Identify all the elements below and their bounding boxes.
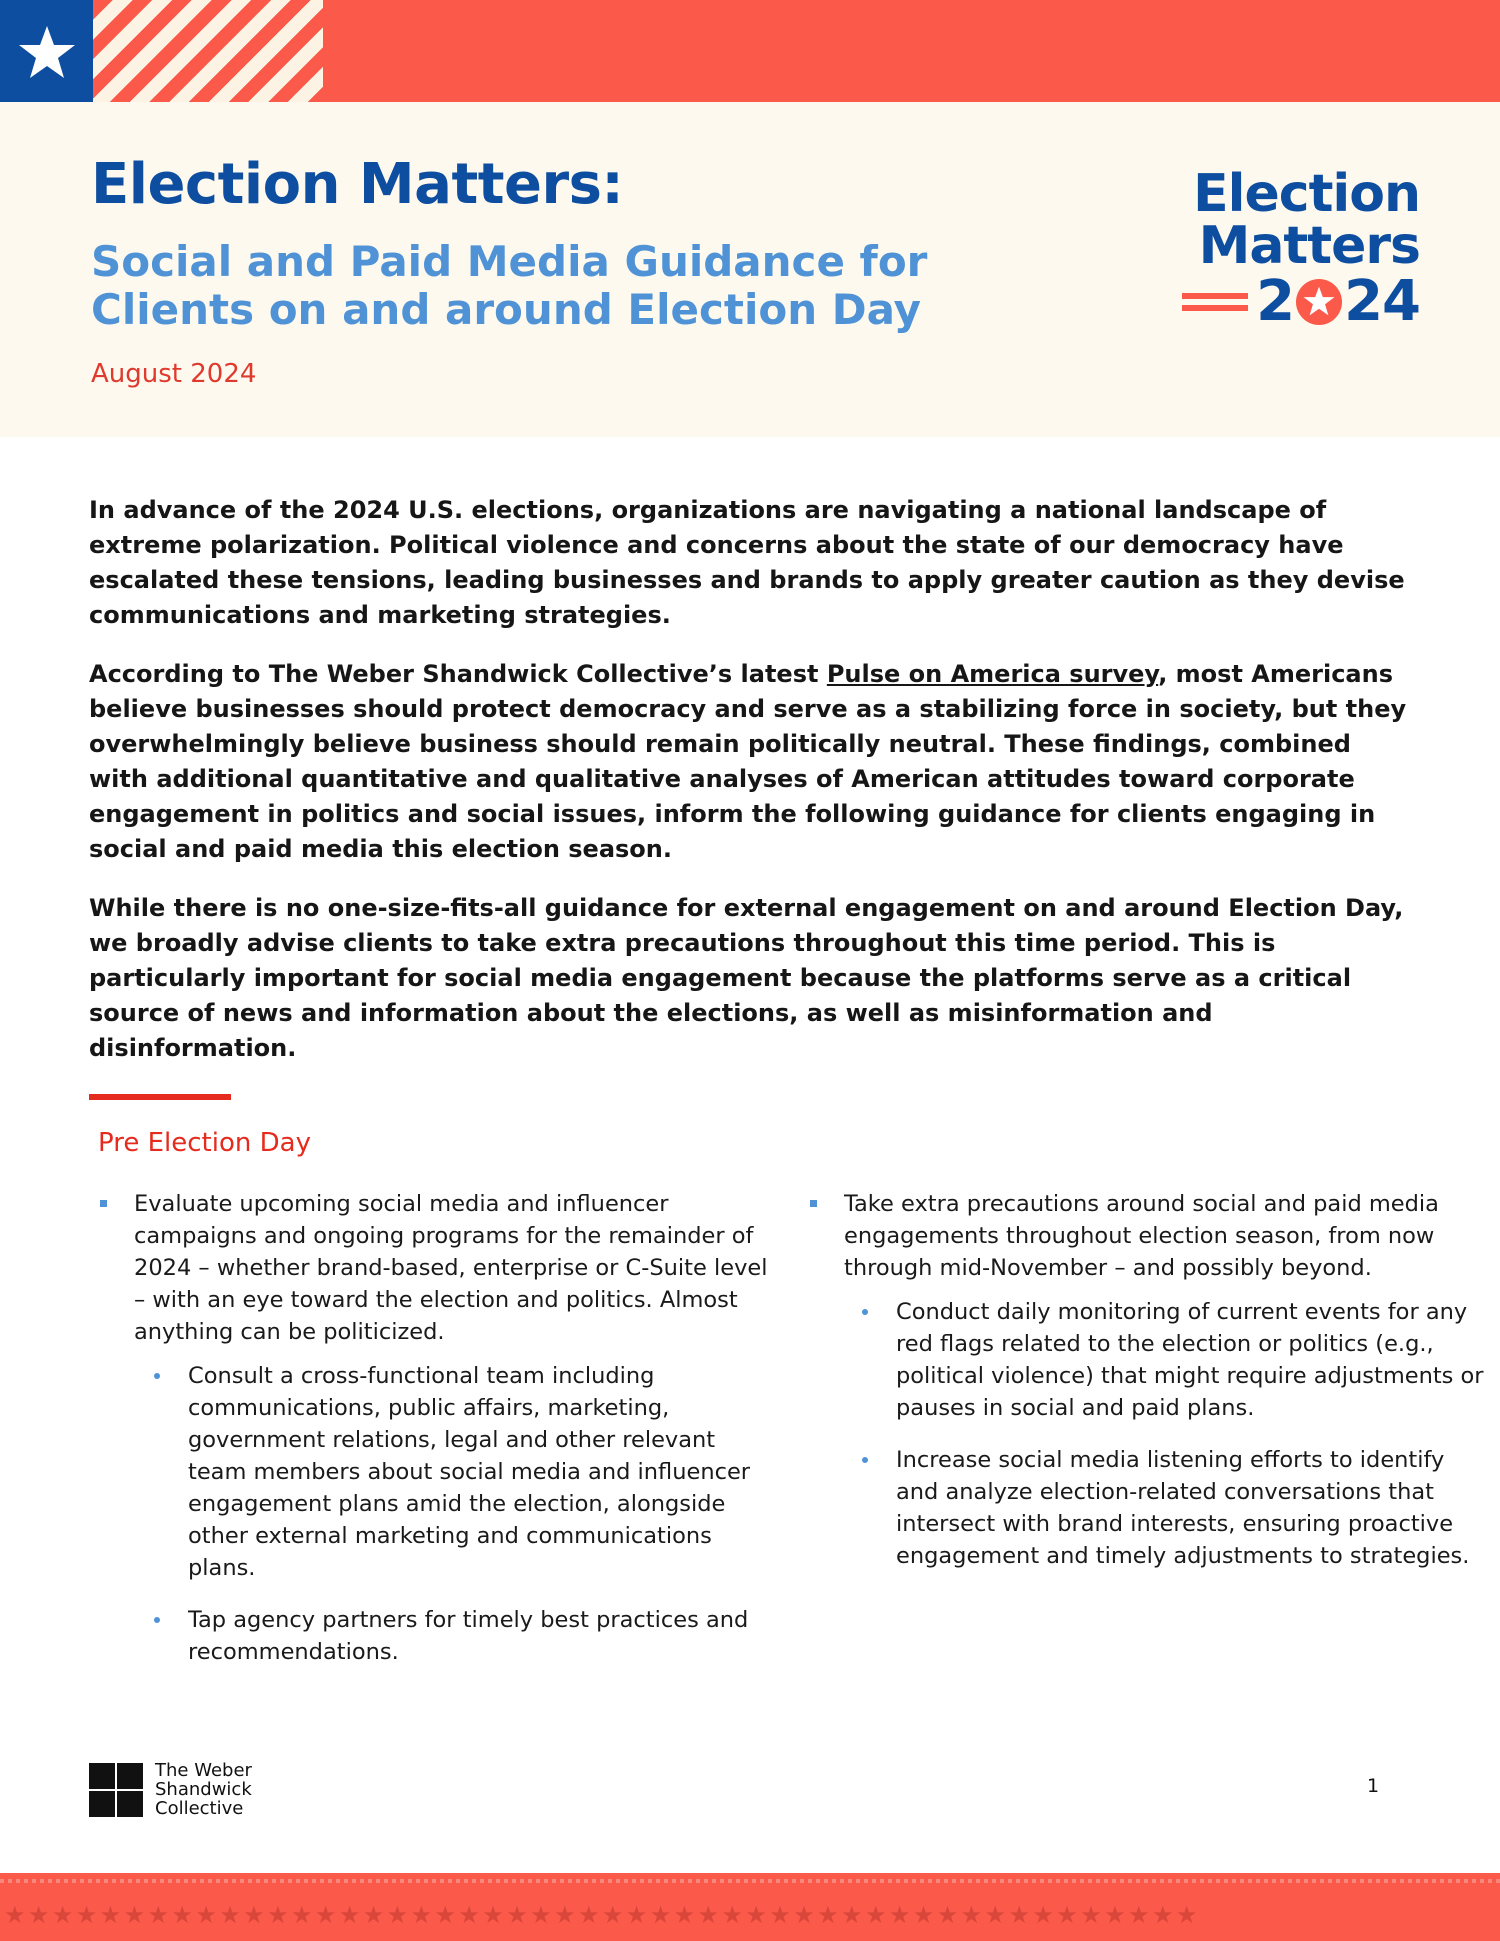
stars-row-icon: ★★★★★★★★★★★★★★★★★★★★★★★★★★★★★★★★★★★★★★★★★★★★★★★★★★ bbox=[4, 1901, 1200, 1929]
intro-section bbox=[89, 493, 1414, 1090]
company-logo bbox=[89, 1761, 252, 1818]
star-icon bbox=[18, 24, 76, 80]
page-subtitle: Social and Paid Media Guidance for Clients on and around Election Day bbox=[91, 237, 928, 334]
company-name bbox=[155, 1761, 252, 1818]
pulse-on-america-link[interactable]: Pulse on America survey bbox=[826, 660, 1159, 688]
right-column bbox=[808, 1188, 1488, 1592]
logo-year-suffix: 24 bbox=[1344, 269, 1420, 334]
twsc-mark-icon bbox=[89, 1763, 143, 1817]
logo-year-digits bbox=[1256, 269, 1420, 334]
logo-dash-icon bbox=[1182, 293, 1248, 311]
logo-year-prefix: 2 bbox=[1256, 269, 1295, 334]
page-number: 1 bbox=[1367, 1775, 1380, 1797]
election-matters-logo bbox=[1170, 164, 1420, 338]
bullet-evaluate-campaigns: Evaluate upcoming social media and influencer campaigns and ongoing programs for the remainder of 2024 – whether brand-based, enterprise or C-Suite level – with an eye toward the election and politics. Almost anything can be politicized. bbox=[98, 1188, 778, 1348]
sub-bullet-social-listening: Increase social media listening efforts to identify and analyze election-related conversations that intersect with brand interests, ensuring proactive engagement and timely adjustments to strategies. bbox=[896, 1444, 1488, 1572]
logo-star-icon bbox=[1296, 279, 1342, 325]
flag-stripes bbox=[93, 0, 323, 102]
left-column bbox=[98, 1188, 778, 1688]
logo-line-matters: Matters bbox=[1198, 216, 1420, 276]
intro-paragraph-3: While there is no one-size-fits-all guidance for external engagement on and around Election Day, we broadly advise clients to take extra precautions throughout this time period. This is particularly important for social media engagement because the platforms serve as a critical source of news and information about the elections, as well as misinformation and disinformation. bbox=[89, 894, 1404, 1062]
intro-paragraph-2-end: , most Americans believe businesses should protect democracy and serve as a stabilizing force in society, but they overwhelmingly believe business should remain politically neutral. These findings, combined with additional quantitative and qualitative analyses of American attitudes toward corporate engagement in politics and social issues, inform the following guidance for clients engaging in social and paid media this election season. bbox=[89, 660, 1407, 863]
intro-paragraph-1: In advance of the 2024 U.S. elections, organizations are navigating a national landscape of extreme polarization. Political violence and concerns about the state of our democracy have escalated these tensions, leading businesses and brands to apply greater caution as they devise communications and marketing strategies. bbox=[89, 496, 1405, 629]
section-divider bbox=[89, 1094, 231, 1100]
logo-year bbox=[1182, 269, 1420, 334]
dotted-border bbox=[0, 1879, 1500, 1883]
company-name-line-3: Collective bbox=[155, 1798, 244, 1819]
logo-line-election: Election bbox=[1193, 164, 1420, 224]
sub-bullet-agency-partners: Tap agency partners for timely best practices and recommendations. bbox=[188, 1604, 778, 1668]
company-name-line-2: Shandwick bbox=[155, 1779, 252, 1800]
section-heading: Pre Election Day bbox=[98, 1128, 311, 1158]
publication-date: August 2024 bbox=[91, 359, 257, 389]
bullet-extra-precautions: Take extra precautions around social and paid media engagements throughout election season, from now through mid-November – and possibly beyond. bbox=[808, 1188, 1488, 1284]
flag-star-box bbox=[0, 0, 93, 104]
company-name-line-1: The Weber bbox=[155, 1760, 252, 1781]
intro-paragraph-2 bbox=[89, 657, 1414, 867]
page-title: Election Matters: bbox=[91, 152, 624, 217]
intro-paragraph-2-start: According to The Weber Shandwick Collective’s latest bbox=[89, 660, 827, 688]
sub-bullet-daily-monitoring: Conduct daily monitoring of current events for any red flags related to the election or politics (e.g., political violence) that might require adjustments or pauses in social and paid plans. bbox=[896, 1296, 1488, 1424]
sub-bullet-cross-functional-team: Consult a cross-functional team including communications, public affairs, marketing, government relations, legal and other relevant team members about social media and influencer engagement plans amid the election, alongside other external marketing and communications plans. bbox=[188, 1360, 778, 1584]
bottom-banner bbox=[0, 1873, 1500, 1941]
